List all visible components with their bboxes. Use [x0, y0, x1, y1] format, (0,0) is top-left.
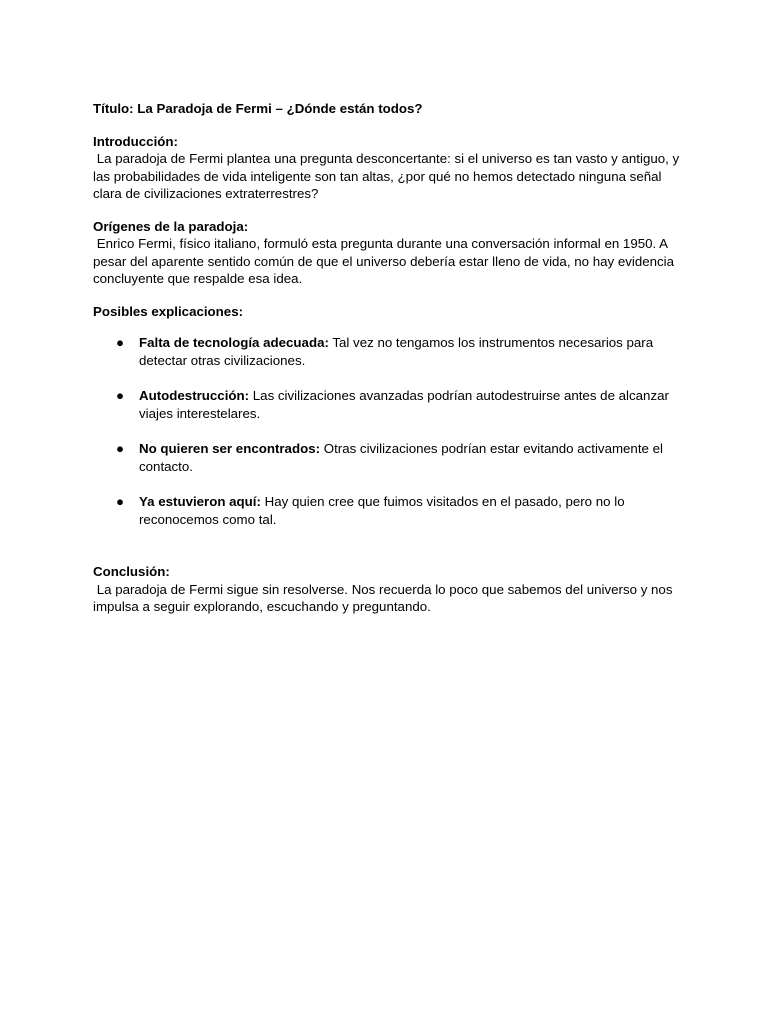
intro-text: La paradoja de Fermi plantea una pregunta desconcertante: si el universo es tan vasto y antiguo, y las probabilidades de vida inteligente son tan altas, ¿por qué no hemos detectado ninguna señal clara de civilizaciones extraterrestres?: [93, 151, 683, 201]
intro-heading: Introducción:: [93, 133, 178, 149]
conclusion-section: [93, 563, 683, 616]
bullet-term: No quieren ser encontrados:: [139, 441, 321, 456]
conclusion-heading: Conclusión:: [93, 564, 170, 579]
document-title: Título: La Paradoja de Fermi – ¿Dónde están todos?: [93, 101, 423, 116]
bullet-text: Hay quien cree que fuimos visitados en el pasado, pero no lo reconocemos como tal.: [139, 494, 625, 527]
document-page: [93, 100, 683, 631]
bullet-term: Falta de tecnología adecuada:: [139, 335, 329, 350]
origins-section: [93, 218, 683, 288]
origins-heading: Orígenes de la paradoja:: [93, 218, 249, 234]
bullet-term: Autodestrucción:: [139, 388, 250, 403]
list-item: [93, 493, 683, 528]
section-spacer: [93, 546, 683, 563]
bullet-icon: ●: [116, 494, 125, 509]
bullet-term: Ya estuvieron aquí:: [139, 494, 261, 509]
list-item: [93, 334, 683, 369]
bullet-icon: ●: [116, 441, 125, 456]
bullet-text: Otras civilizaciones podrían estar evitando activamente el contacto.: [139, 441, 663, 474]
bullet-text: Las civilizaciones avanzadas podrían autodestruirse antes de alcanzar viajes interestelares.: [139, 388, 669, 421]
explanations-list: [93, 334, 683, 528]
list-item: [93, 387, 683, 422]
bullet-icon: ●: [116, 335, 125, 350]
bullet-text: Tal vez no tengamos los instrumentos necesarios para detectar otras civilizaciones.: [139, 335, 654, 368]
intro-section: [93, 133, 683, 203]
explanations-heading: Posibles explicaciones:: [93, 303, 244, 319]
conclusion-text: La paradoja de Fermi sigue sin resolverse. Nos recuerda lo poco que sabemos del universo y nos impulsa a seguir explorando, escuchando y preguntando.: [93, 581, 677, 614]
bullet-icon: ●: [116, 388, 125, 403]
explanations-section: [93, 303, 683, 529]
origins-text: Enrico Fermi, físico italiano, formuló esta pregunta durante una conversación informal en 1950. A pesar del aparente sentido común de que el universo debería estar lleno de vida, no hay evidencia concluyente que respalde esa idea.: [93, 236, 678, 286]
list-item: [93, 440, 683, 475]
